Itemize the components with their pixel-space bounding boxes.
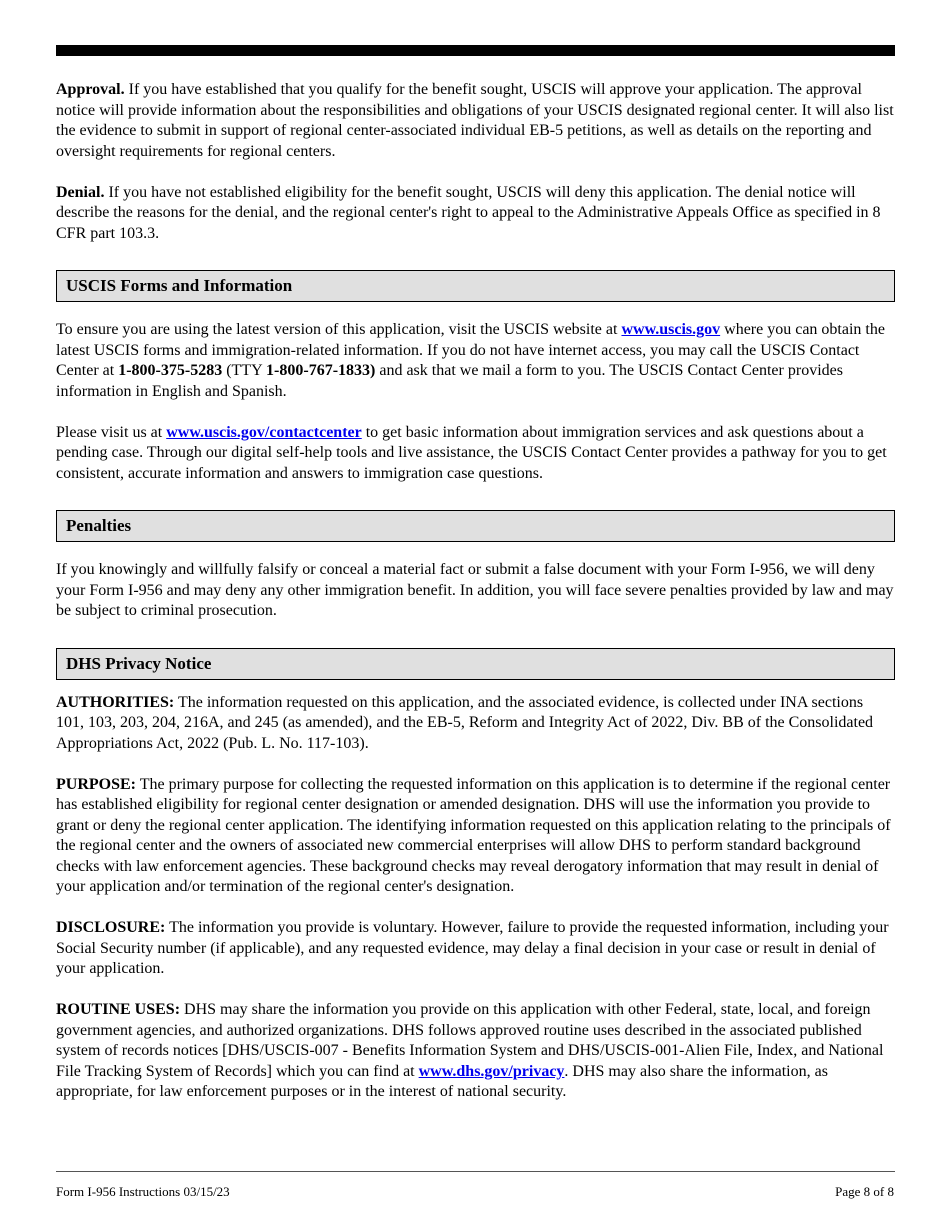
- uscis-website-link[interactable]: www.uscis.gov: [621, 321, 721, 338]
- penalties-paragraph: If you knowingly and willfully falsify or conceal a material fact or submit a false document with your Form I-956, we will deny your Form I-956 and may deny any other immigration benefit. In addition, you will face severe penalties provided by law and may be subject to criminal prosecution.: [56, 561, 894, 619]
- routine-uses-paragraph: [56, 1000, 895, 1103]
- forms-info-text: To ensure you are using the latest version of this application, visit the USCIS website at: [56, 321, 622, 338]
- footer-rule: [56, 1171, 895, 1172]
- privacy-notice-header: [56, 648, 895, 680]
- forms-info-header: [56, 270, 895, 302]
- disclosure-paragraph: [56, 918, 895, 980]
- forms-info-text: (TTY: [222, 362, 267, 379]
- forms-info-text: where you can obtain the latest USCIS forms and immigration-related information. If you do not have internet access, you may call the USCIS Contact Center at: [56, 321, 885, 379]
- forms-info-title: USCIS Forms and Information: [66, 276, 293, 295]
- contact-center-link[interactable]: www.uscis.gov/contactcenter: [166, 423, 362, 441]
- footer-form-id: Form I-956 Instructions 03/15/23: [56, 1184, 230, 1199]
- denial-paragraph: [56, 183, 895, 245]
- routine-uses-label: ROUTINE USES:: [56, 1001, 181, 1018]
- forms-info-paragraph-1: [56, 320, 895, 402]
- purpose-text: The primary purpose for collecting the requested information on this application is to determine if the regional center has established eligibility for regional center designation or amended designation. DHS will use the information you provide to grant or deny the regional center application. The identifying information requested on this application relating to the principals of the regional center and the owners of associated new commercial enterprises will allow DHS to perform standard background checks with law enforcement agencies. These background checks may reveal derogatory information that may result in denial of your application and/or termination of the regional center's designation.: [56, 775, 891, 895]
- approval-paragraph: [56, 80, 895, 162]
- privacy-notice-title: DHS Privacy Notice: [66, 653, 212, 673]
- purpose-label: PURPOSE:: [56, 775, 136, 793]
- routine-uses-text: . DHS may also share the information, as appropriate, for law enforcement purposes or in the interest of national security.: [56, 1062, 828, 1100]
- top-rule: [56, 45, 895, 56]
- authorities-label: AUTHORITIES:: [56, 693, 175, 711]
- disclosure-label: DISCLOSURE:: [56, 919, 166, 936]
- approval-text: If you have established that you qualify for the benefit sought, USCIS will approve your application. The approval notice will provide information about the responsibilities and obligations of your USCIS designated regional center. It will also list the evidence to submit in support of regional center-associated individual EB-5 petitions, as well as details on the reporting and oversight requirements for regional centers.: [56, 81, 894, 160]
- denial-label: Denial.: [56, 183, 105, 201]
- penalties-header: [56, 510, 895, 542]
- disclosure-text: The information you provide is voluntary. However, failure to provide the requested information, including your Social Security number (if applicable), and any requested evidence, may delay a final decision in your case or result in denial of your application.: [56, 919, 889, 977]
- forms-info-text: Please visit us at: [56, 423, 167, 441]
- forms-info-text: to get basic information about immigration services and ask questions about a pending case. Through our digital self-help tools and live assistance, the USCIS Contact Center provides a pathway for you to get consistent, accurate information and answers to immigration case questions.: [56, 423, 887, 482]
- routine-uses-text: DHS may share the information you provide on this application with other Federal, state, local, and foreign government agencies, and authorized organizations. DHS follows approved routine uses described in the associated published system of records notices [DHS/USCIS-007 - Benefits Information System and DHS/USCIS-001-Alien File, Index, and National File Tracking System of Records] which you can find at: [56, 1001, 884, 1080]
- forms-info-paragraph-2: [56, 423, 895, 485]
- purpose-paragraph: [56, 775, 895, 898]
- dhs-privacy-link[interactable]: www.dhs.gov/privacy: [418, 1062, 565, 1080]
- tty-phone: 1-800-767-1833): [266, 362, 376, 379]
- denial-text: If you have not established eligibility for the benefit sought, USCIS will deny this application. The denial notice will describe the reasons for the denial, and the regional center's right to appeal to the Administrative Appeals Office as specified in 8 CFR part 103.3.: [56, 183, 881, 242]
- forms-info-text: and ask that we mail a form to you. The USCIS Contact Center provides information in English and Spanish.: [56, 362, 843, 400]
- authorities-text: The information requested on this application, and the associated evidence, is collected under INA sections 101, 103, 203, 204, 216A, and 245 (as amended), and the EB-5, Reform and Integrity Act of 2022, Div. BB of the Consolidated Appropriations Act, 2022 (Pub. L. No. 117-103).: [56, 693, 874, 752]
- authorities-paragraph: [56, 693, 895, 755]
- footer-page-number: Page 8 of 8: [835, 1184, 894, 1199]
- penalties-title: Penalties: [66, 516, 132, 535]
- approval-label: Approval.: [56, 81, 125, 98]
- page-content: [56, 80, 895, 1103]
- contact-center-phone: 1-800-375-5283: [118, 362, 223, 379]
